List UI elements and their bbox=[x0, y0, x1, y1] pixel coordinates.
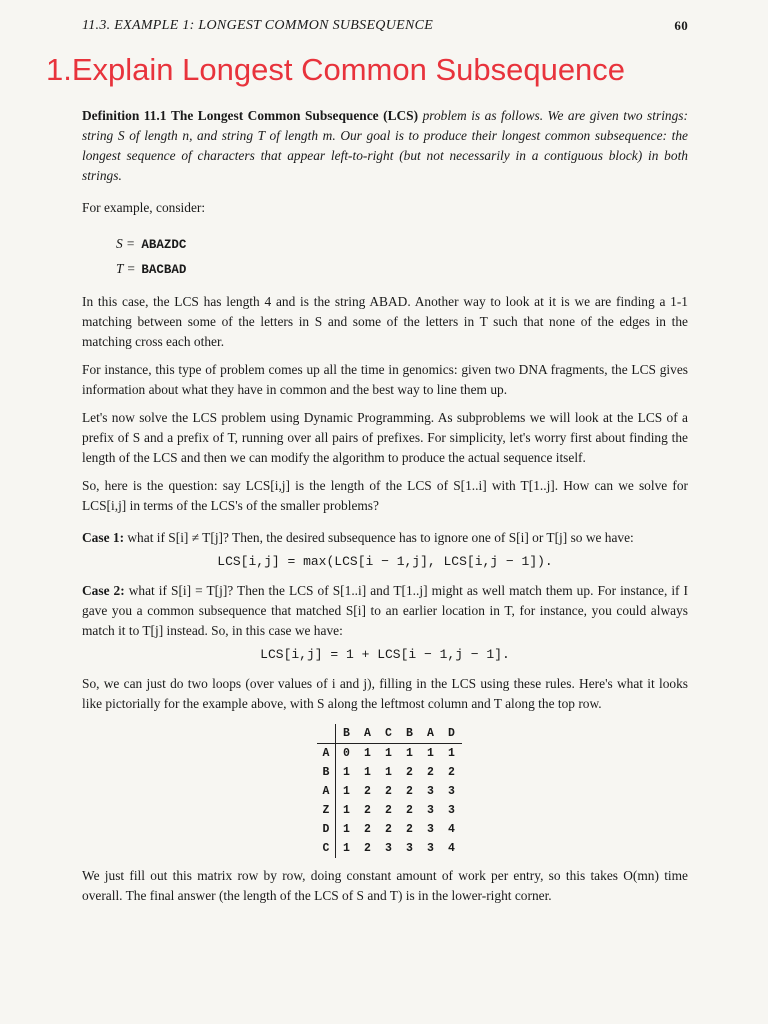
matrix-cell: 2 bbox=[406, 766, 413, 779]
case-1-text: Case 1: what if S[i] ≠ T[j]? Then, the desired subsequence has to ignore one of S[i] or T[j] so we have: bbox=[82, 530, 634, 545]
matrix-cell: 2 bbox=[385, 823, 392, 836]
row-header: C bbox=[317, 839, 336, 858]
matrix-cell: 3 bbox=[427, 842, 434, 855]
matrix-cell: 2 bbox=[406, 804, 413, 817]
case-1 bbox=[82, 528, 688, 569]
table-row bbox=[317, 839, 462, 858]
case-1-label: Case 1: bbox=[82, 530, 125, 545]
matrix-cell: 3 bbox=[448, 785, 455, 798]
paragraph-loops: So, we can just do two loops (over values of i and j), filling in the LCS using these rules. Here's what it looks like pictorially for the example above, with S along the leftmost column and T along the top row. bbox=[82, 676, 688, 711]
column-header: B bbox=[336, 724, 358, 744]
corner-cell bbox=[317, 724, 336, 744]
column-header: A bbox=[357, 724, 378, 744]
string-s-value: ABAZDC bbox=[141, 238, 187, 252]
column-header: A bbox=[420, 724, 441, 744]
string-t-line bbox=[116, 257, 688, 282]
definition-text: problem is as follows. We are given two strings: string S of length n, and string T of length m. Our goal is to produce their longest common subsequence: the longest sequence of characters that appear left-to-right (but not necessarily in a contiguous block) in both strings. bbox=[82, 108, 688, 183]
row-header: B bbox=[317, 763, 336, 782]
matrix-cell: 2 bbox=[406, 785, 413, 798]
matrix-cell: 3 bbox=[427, 785, 434, 798]
matrix-cell: 3 bbox=[406, 842, 413, 855]
matrix-cell: 4 bbox=[448, 842, 455, 855]
matrix-cell: 1 bbox=[343, 804, 350, 817]
matrix-cell: 1 bbox=[364, 747, 371, 760]
string-s-label: S = bbox=[116, 236, 136, 251]
matrix-cell: 1 bbox=[343, 823, 350, 836]
matrix-cell: 2 bbox=[364, 842, 371, 855]
table-row bbox=[317, 744, 462, 764]
matrix-cell: 1 bbox=[364, 766, 371, 779]
string-s-line bbox=[116, 232, 688, 257]
definition-term: The Longest Common Subsequence (LCS) bbox=[170, 108, 419, 123]
matrix-cell: 2 bbox=[364, 804, 371, 817]
table-row bbox=[317, 801, 462, 820]
matrix-cell: 1 bbox=[427, 747, 434, 760]
matrix-cell: 0 bbox=[343, 747, 350, 760]
paragraph-question: So, here is the question: say LCS[i,j] is the length of the LCS of S[1..i] with T[1..j]. How can we solve for LCS[i,j] in terms of the LCS's of the smaller problems? bbox=[82, 478, 688, 513]
case-2-text: Case 2: what if S[i] = T[j]? Then the LCS of S[1..i] and T[1..j] might as well match them up. For instance, if I gave you a common subsequence that matched S[i] to an earlier location in T, for instance, you could always match it to T[j] instead. So, in this case we have: bbox=[82, 583, 688, 638]
case-2-formula: LCS[i,j] = 1 + LCS[i − 1,j − 1]. bbox=[260, 647, 510, 662]
example-strings bbox=[116, 232, 688, 282]
matrix-cell: 1 bbox=[343, 785, 350, 798]
matrix-cell: 2 bbox=[364, 785, 371, 798]
matrix-cell: 1 bbox=[385, 766, 392, 779]
column-header: C bbox=[378, 724, 399, 744]
matrix-cell: 2 bbox=[427, 766, 434, 779]
matrix-cell: 2 bbox=[385, 785, 392, 798]
matrix-cell: 2 bbox=[448, 766, 455, 779]
paragraph-dynamic-programming: Let's now solve the LCS problem using Dynamic Programming. As subproblems we will look at the LCS of a prefix of S and a prefix of T, running over all pairs of prefixes. For simplicity, let's worry first about finding the length of the LCS and then we can modify the algorithm to produce the actual sequence itself. bbox=[82, 410, 688, 465]
matrix-cell: 2 bbox=[364, 823, 371, 836]
case-1-formula: LCS[i,j] = max(LCS[i − 1,j], LCS[i,j − 1]). bbox=[217, 554, 553, 569]
column-header: B bbox=[399, 724, 420, 744]
row-header: D bbox=[317, 820, 336, 839]
definition-label: Definition 11.1 bbox=[82, 108, 167, 123]
matrix-cell: 1 bbox=[406, 747, 413, 760]
matrix-cell: 2 bbox=[385, 804, 392, 817]
matrix-cell: 3 bbox=[448, 804, 455, 817]
table-row bbox=[317, 763, 462, 782]
matrix-cell: 3 bbox=[385, 842, 392, 855]
matrix-cell: 3 bbox=[427, 804, 434, 817]
page-title: 1.Explain Longest Common Subsequence bbox=[46, 52, 626, 87]
matrix-cell: 1 bbox=[448, 747, 455, 760]
matrix-cell: 3 bbox=[427, 823, 434, 836]
running-header bbox=[82, 18, 688, 40]
matrix-cell: 1 bbox=[385, 747, 392, 760]
example-intro: For example, consider: bbox=[82, 200, 206, 215]
definition-paragraph bbox=[82, 106, 688, 186]
string-t-label: T = bbox=[116, 261, 136, 276]
lcs-matrix-body bbox=[317, 744, 462, 859]
row-header: A bbox=[317, 782, 336, 801]
matrix-cell: 1 bbox=[343, 766, 350, 779]
matrix-cell: 4 bbox=[448, 823, 455, 836]
running-title: 11.3. EXAMPLE 1: LONGEST COMMON SUBSEQUENCE bbox=[82, 18, 434, 33]
case-2-label: Case 2: bbox=[82, 583, 125, 598]
matrix-cell: 2 bbox=[406, 823, 413, 836]
string-t-value: BACBAD bbox=[141, 263, 187, 277]
table-row bbox=[317, 820, 462, 839]
page-number: 60 bbox=[674, 18, 688, 33]
matrix-cell: 1 bbox=[343, 842, 350, 855]
row-header: A bbox=[317, 744, 336, 764]
lcs-matrix-header-row bbox=[317, 724, 462, 744]
column-header: D bbox=[441, 724, 462, 744]
paragraph-genomics: For instance, this type of problem comes up all the time in genomics: given two DNA fragments, the LCS gives information about what they have in common and the best way to line them up. bbox=[82, 362, 688, 397]
paragraph-conclusion: We just fill out this matrix row by row, doing constant amount of work per entry, so this takes O(mn) time overall. The final answer (the length of the LCS of S and T) is in the lower-right corner. bbox=[82, 868, 688, 903]
lcs-matrix bbox=[317, 724, 462, 858]
case-2 bbox=[82, 581, 688, 662]
row-header: Z bbox=[317, 801, 336, 820]
paragraph-lcs-length: In this case, the LCS has length 4 and is the string ABAD. Another way to look at it is we are finding a 1-1 matching between some of the letters in S and some of the letters in T such that none of the edges in the matching cross each other. bbox=[82, 294, 688, 349]
table-row bbox=[317, 782, 462, 801]
